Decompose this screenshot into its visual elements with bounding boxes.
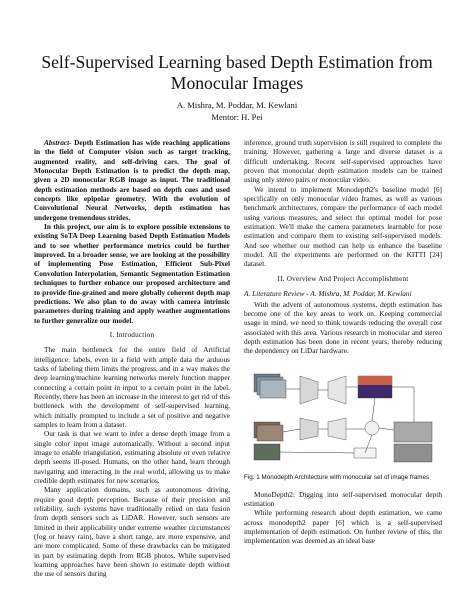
decoder-blocks — [328, 376, 346, 440]
intro-paragraph-2: Our task is that we want to infer a dense depth image from a single color input image automatically. Without a second input image to enable triangulation, estimating absolute or even relative depth seems ill-posed. Humans, on the other hand, learn through navigating and interacting in the real world, allowing us to make credible depth estimates for new scenarios. — [34, 429, 230, 486]
research-paragraph: While performing research about depth estimation, we came across monodepth2 paper [6] which is a self-supervised implementation of depth estimation. On further review of this, the implementation was deemed as an ideal base — [244, 508, 442, 546]
left-column — [34, 138, 230, 579]
subsection-heading-literature: A. Literature Review - A. Mishra, M. Poddar, M. Kewlani — [244, 289, 412, 299]
figure-caption: Fig. 1 Monodepth Architecture with monocular set of image frames — [244, 473, 430, 481]
input-frames-stack — [254, 374, 286, 460]
monodepth2-paragraph: MonoDepth2: Digging into self-supervised monocular depth estimation — [244, 489, 442, 508]
intro-paragraph-1: The main bottleneck for the entire field of Artificial intelligence: labels, even in a field with ample data the arduous tasks of labeling them limits the progress, and in a way makes the deep learning/machine learning networks merely function mapper connecting a certain point in input to a certain point in the label. Recently, there has been an increase in the interest to get rid of this bottleneck with the development of self-supervised learning, which initially prompted to include a set of positive and negative samples to learn from a dataset. — [34, 345, 230, 429]
encoder-blocks — [300, 376, 318, 440]
abstract-lead: Abstract- — [44, 138, 72, 147]
abstract-body: Depth Estimation has wide reaching applications in the field of Computer vision such as target tracking, augmented reality, and self-driving cars. The goal of Monocular Depth Estimation is to predict the depth map, given a 2D monocular RGB image as input. The traditional depth estimation methods are based on depth cues and used concepts like epipolar geometry. With the evolution of Convolutional Neural Networks, depth estimation has undergone tremendous strides. — [34, 138, 230, 222]
figure-architecture — [244, 362, 442, 468]
right-column — [244, 138, 442, 546]
abstract-paragraph — [34, 138, 230, 222]
paper-mentor: Mentor: H. Pei — [211, 112, 263, 122]
architecture-diagram — [244, 362, 442, 468]
continued-paragraph: inference, ground truth supervision is still required to complete the training. However, gathering a large and diverse dataset is a difficult undertaking. Recent self-supervised approaches have proven that monocular depth estimation models can be trained using only stereo pairs or monocular video. — [244, 138, 442, 185]
abstract-paragraph-2: In this project, our aim is to explore possible extensions to existing SoTA Deep Learning based Depth Estimation Models and to see whether performance metrics could be further improved. In a broader sense, we are looking at the possibility of implementing Pose Estimation, Efficient Sub-Pixel Convolution Interpolation, Semantic Segmentation Estimation techniques to further enhance our proposed architecture and to provide fine-grained and more globally coherent depth map predictions. We also plan to do away with camera intrinsic parameters during training and apply weather augmentations to further generalize our model. — [34, 222, 230, 325]
paper-title: Self-Supervised Learning based Depth Estimation from Monocular Images — [41, 52, 433, 93]
intro-paragraph-3: Many application domains, such as autonomous driving, require good depth perception. Because of their precision and reliability, such systems have traditionally relied on data fusion from depth sensors such as LiDAR. However, such sensors are limited in their applicability under extreme weather circumstances (fog or heavy rain), have a short range, are more expensive, and are more complicated. Some of these drawbacks can be mitigated in part by estimating depth from RGB photos. While supervised learning approaches have been shown to estimate depth without the use of sensors during — [34, 485, 230, 579]
section-heading-overview: II. Overview And Project Accomplishment — [277, 274, 409, 283]
pose-module — [354, 421, 379, 458]
intend-paragraph: We intend to implement Monodepth2's baseline model [6] specifically on only monocular video frames, as well as various benchmark architectures, compare the performance of each model using various measures, and select the optimal model for pose estimation. We'll make the camera parameters learnable for pose estimation and compare them to existing self-supervised models. And see whether our method can help us enhance the baseline model. All the experiments are performed on the KITTI [24] dataset. — [244, 184, 442, 269]
section-heading-introduction: I. Introduction — [109, 330, 155, 339]
paper-authors: A. Mishra, M. Poddar, M. Kewlani — [176, 100, 298, 110]
literature-paragraph: With the advent of autonomous systems, depth estimation has become one of the key areas to work on. Keeping commercial usage in mind, we need to think towards reducing the overall cost associated with this area. Various research in monocular and stereo depth estimation has been done in recent years, thereby reducing the dependency on LiDar hardware. — [244, 299, 442, 356]
